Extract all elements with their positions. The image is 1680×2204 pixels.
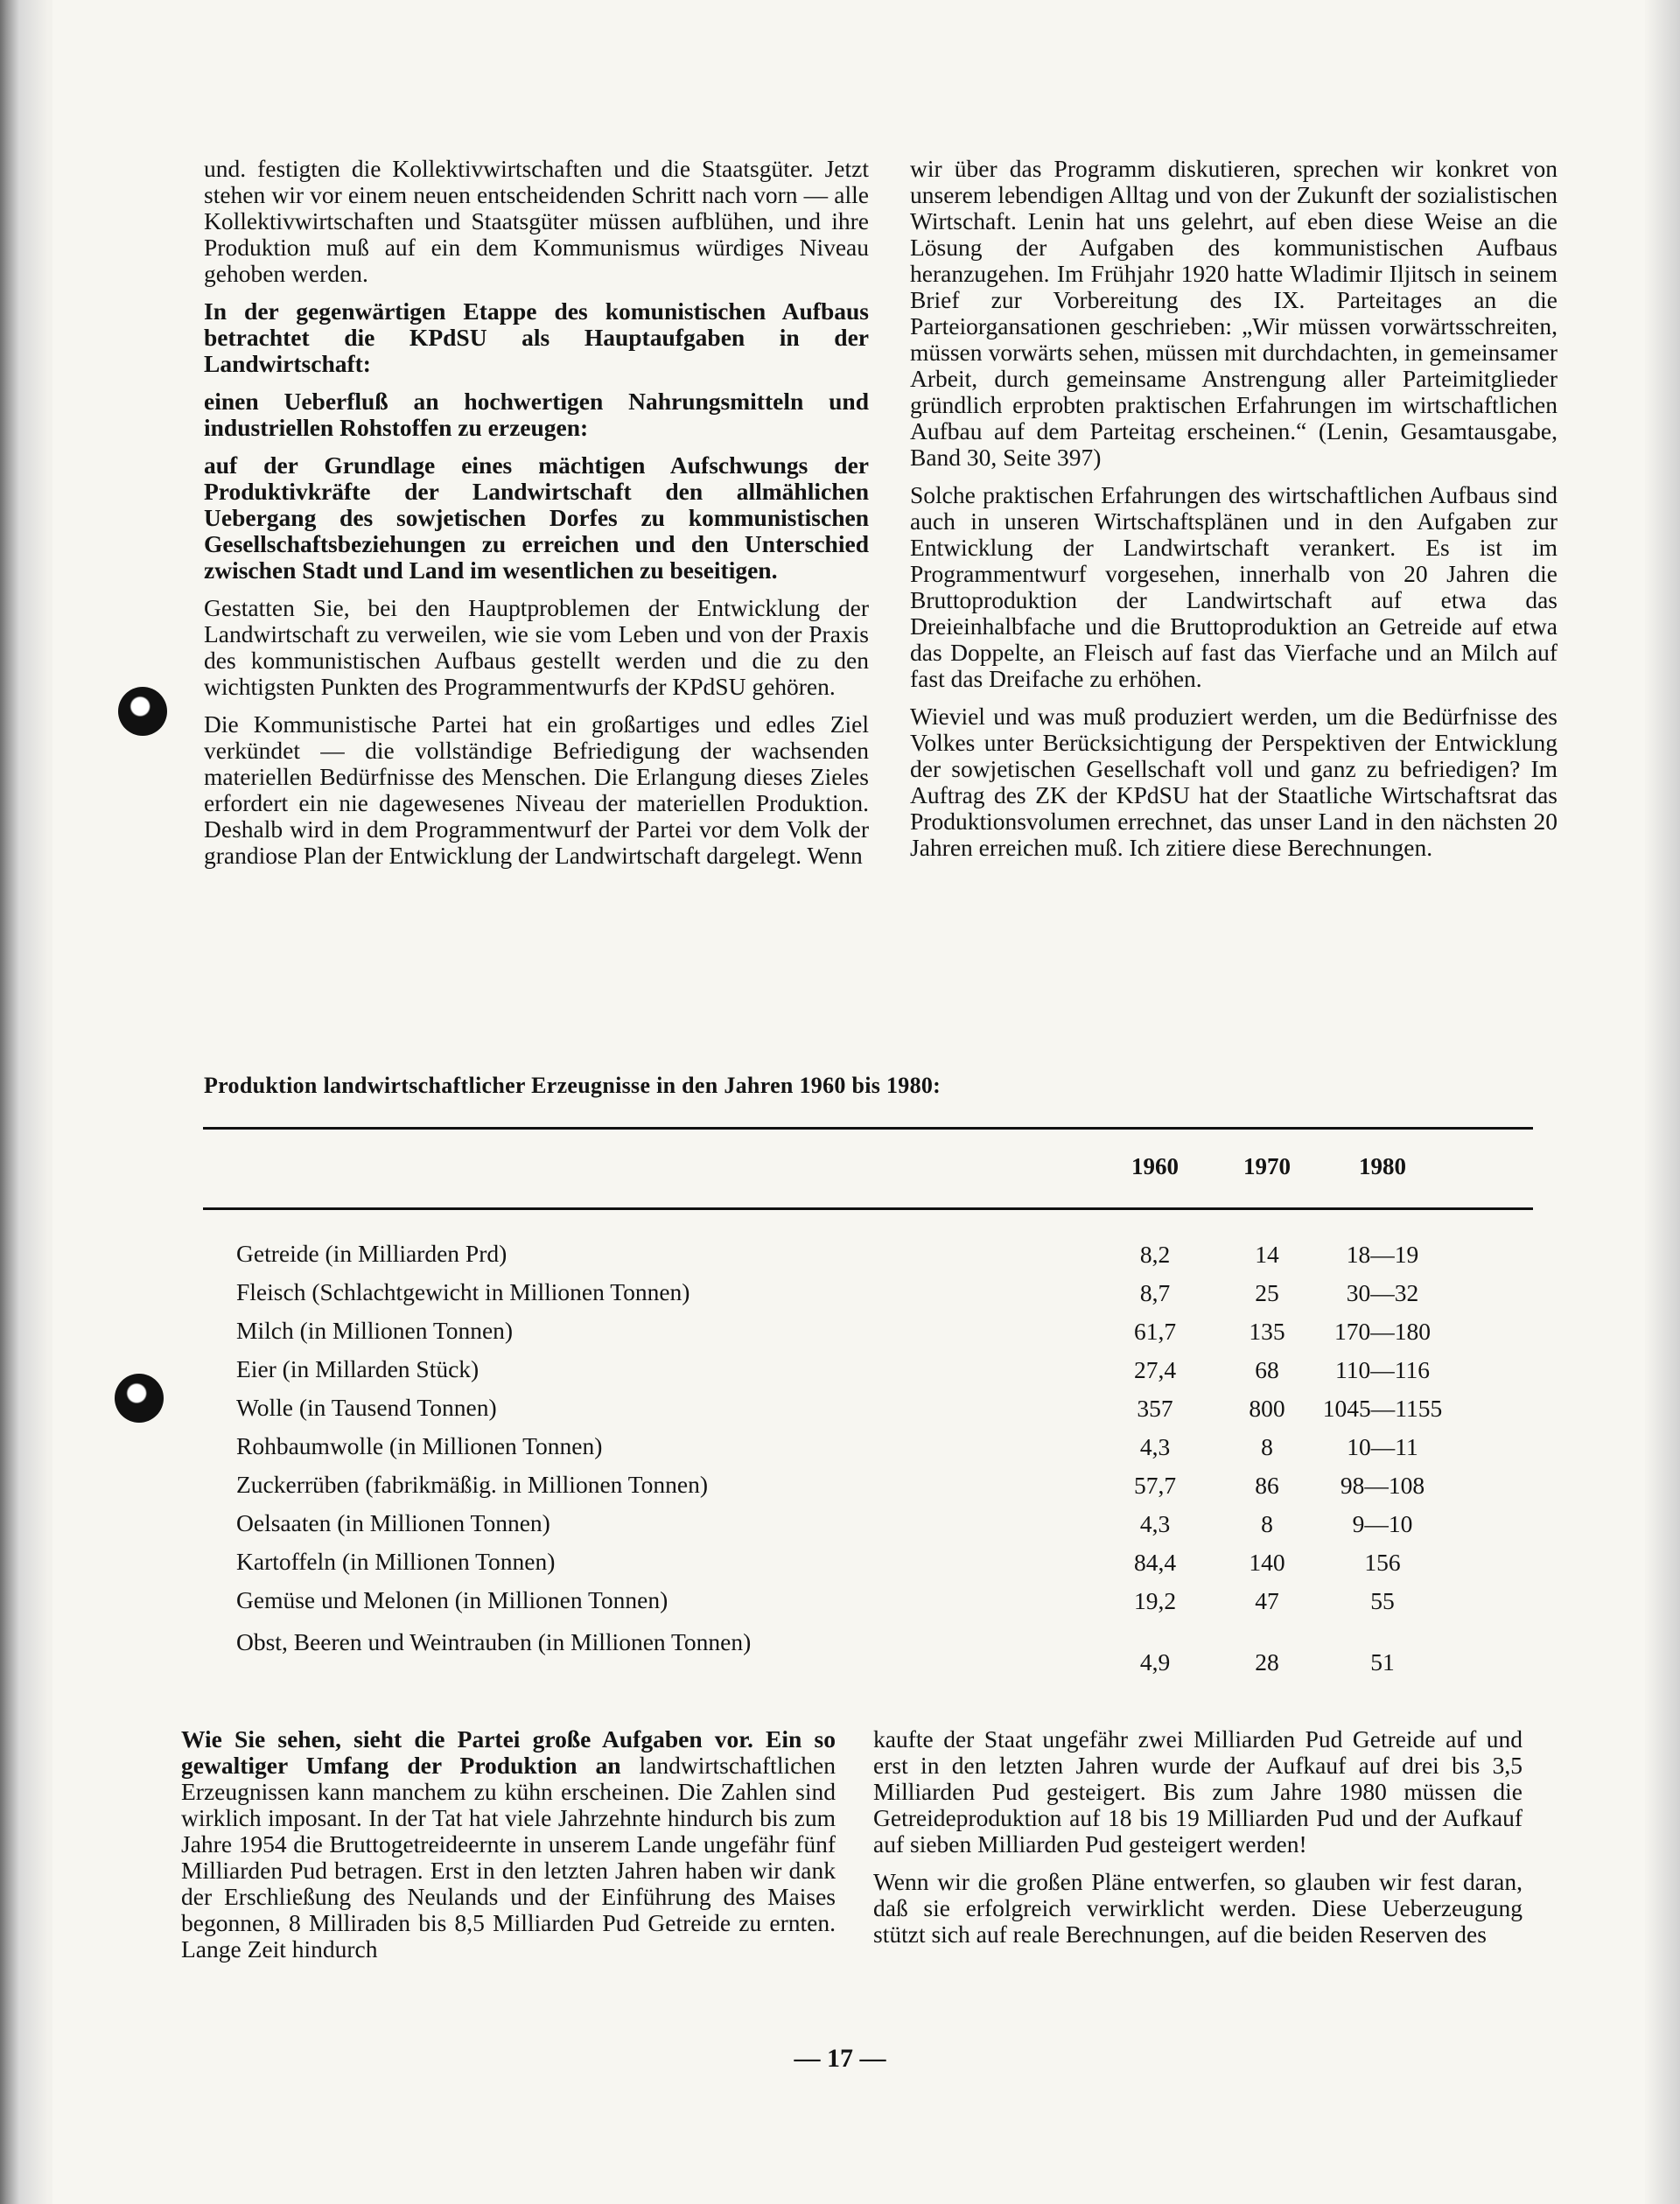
row-label: Milch (in Millionen Tonnen): [236, 1317, 514, 1344]
value-1980: 9—10: [1352, 1510, 1413, 1537]
value-1960: 4,3: [1139, 1433, 1171, 1460]
bold-lead: Wie Sie sehen, sieht die Partei große Aufgaben vor. Ein so gewaltiger Umfang der Produktion an: [181, 1725, 836, 1779]
table-header-1970: 1970: [1243, 1153, 1291, 1179]
paragraph: auf der Grundlage eines mächtigen Aufschwungs der Produktivkräfte der Landwirtschaft den allmählichen Uebergang des sowjetischen Dorfes zu kommunistischen Gesellschaftsbeziehungen zu erreichen und den Unterschied zwischen Stadt und Land im wesentlichen zu beseitigen.: [204, 451, 869, 584]
value-1960: 57,7: [1133, 1472, 1177, 1499]
value-1960: 4,3: [1139, 1510, 1171, 1537]
value-1960: 8,7: [1139, 1279, 1171, 1306]
table-row: [236, 1241, 1549, 1279]
row-label: Rohbaumwolle (in Millionen Tonnen): [236, 1432, 603, 1459]
value-1980: 18—19: [1346, 1241, 1419, 1268]
table-row: [236, 1433, 1549, 1472]
value-1980: 30—32: [1346, 1279, 1419, 1306]
table-row: [236, 1549, 1549, 1587]
value-1980: 10—11: [1347, 1433, 1418, 1460]
bottom-left-column: [181, 1726, 836, 1974]
table-row: [236, 1279, 1549, 1318]
punch-hole-top: [118, 687, 167, 736]
value-1960: 8,2: [1139, 1241, 1171, 1268]
row-label: Fleisch (Schlachtgewicht in Millionen Tonnen): [236, 1278, 690, 1305]
row-label: Eier (in Millarden Stück): [236, 1355, 480, 1382]
value-1970: 86: [1255, 1472, 1279, 1499]
paragraph-rest: landwirtschaftlichen Erzeugnissen kann manchem zu kühn erscheinen. Die Zahlen sind wirklich imposant. In der Tat hat viele Jahrzehnte hindurch bis zum Jahre 1954 die Bruttogetreideernte in unserem Lande ungefähr fünf Milliarden Pud betragen. Erst in den letzten Jahren haben wir dank der Erschließung des Neulands und der Einführung des Maises begonnen, 8 Milliraden bis 8,5 Milliarden Pud Getreide zu ernten. Lange Zeit hindurch: [181, 1752, 836, 1963]
value-1970: 14: [1255, 1241, 1279, 1268]
paragraph: Wenn wir die großen Pläne entwerfen, so glauben wir fest daran, daß sie erfolgreich verwirklicht werden. Diese Ueberzeugung stützt sich auf reale Berechnungen, auf die beiden Reserven des: [873, 1868, 1522, 1948]
table-row: [236, 1587, 1549, 1626]
paragraph: Gestatten Sie, bei den Hauptproblemen der Entwicklung der Landwirtschaft zu verweilen, wie sie vom Leben und von der Praxis des kommunistischen Aufbaus gestellt werden und die zu den wichtigsten Punkten des Programmentwurfs der KPdSU gehören.: [204, 594, 869, 700]
table-rule-header: [203, 1207, 1533, 1210]
paragraph: und. festigten die Kollektivwirtschaften und die Staatsgüter. Jetzt stehen wir vor einem neuen entscheidenden Schritt nach vorn — alle Kollektivwirtschaften und Staatsgüter müssen aufblühen, und ihre Produktion muß auf ein dem Kommunismus würdiges Niveau gehoben werden.: [204, 155, 869, 287]
value-1970: 25: [1255, 1279, 1279, 1306]
bottom-right-column: [873, 1726, 1522, 1959]
table-row: [236, 1510, 1549, 1549]
table-row: [236, 1356, 1549, 1395]
page-number: — 17 —: [794, 2044, 886, 2073]
value-1970: 140: [1249, 1549, 1285, 1576]
row-label: Kartoffeln (in Millionen Tonnen): [236, 1548, 556, 1575]
row-label: Getreide (in Milliarden Prd): [236, 1240, 508, 1267]
row-label: Gemüse und Melonen (in Millionen Tonnen): [236, 1586, 668, 1613]
value-1980: 98—108: [1340, 1472, 1425, 1499]
paragraph: Die Kommunistische Partei hat ein großartiges und edles Ziel verkündet — die vollständige Befriedigung der wachsenden materiellen Bedürfnisse des Menschen. Die Erlangung dieses Zieles erfordert ein nie dagewesenes Niveau der materiellen Produktion. Deshalb wird in dem Programmentwurf der Partei vor dem Volk der grandiose Plan der Entwicklung der Landwirtschaft dargelegt. Wenn: [204, 710, 869, 869]
table-row: [236, 1629, 1549, 1685]
value-1980: 156: [1364, 1549, 1401, 1576]
paragraph: In der gegenwärtigen Etappe des komunistischen Aufbaus betrachtet die KPdSU als Hauptaufgaben in der Landwirtschaft:: [204, 297, 869, 377]
value-1970: 135: [1249, 1318, 1285, 1345]
table-row: [236, 1395, 1549, 1433]
scan-edge-right: [1645, 0, 1680, 2204]
value-1970: 8: [1261, 1433, 1273, 1460]
table-header-1960: 1960: [1131, 1153, 1179, 1179]
value-1980: 55: [1370, 1587, 1395, 1614]
value-1970: 47: [1255, 1587, 1279, 1614]
value-1980: 170—180: [1334, 1318, 1431, 1345]
value-1960: 27,4: [1133, 1356, 1177, 1383]
value-1960: 61,7: [1133, 1318, 1177, 1345]
paragraph: [181, 1726, 836, 1963]
value-1980: 110—116: [1335, 1356, 1430, 1383]
table-row: [236, 1318, 1549, 1356]
paragraph: Wieviel und was muß produziert werden, um die Bedürfnisse des Volkes unter Berücksichtigung der Perspektiven der Entwicklung der sowjetischen Gesellschaft voll und ganz zu befriedigen? Im Auftrag des ZK der KPdSU hat der Staatliche Wirtschaftsrat das Produktionsvolumen errechnet, das unser Land in den nächsten 20 Jahren erreichen muß. Ich zitiere diese Berechnungen.: [910, 703, 1558, 861]
value-1970: 28: [1255, 1648, 1279, 1676]
table-title: Produktion landwirtschaftlicher Erzeugnisse in den Jahren 1960 bis 1980:: [204, 1073, 942, 1098]
top-left-column: [204, 156, 869, 880]
paragraph: einen Ueberfluß an hochwertigen Nahrungsmitteln und industriellen Rohstoffen zu erzeugen:: [204, 388, 869, 441]
value-1980: 1045—1155: [1322, 1395, 1443, 1422]
row-label: Obst, Beeren und Weintrauben (in Millionen Tonnen): [236, 1628, 752, 1655]
row-label: Zuckerrüben (fabrikmäßig. in Millionen Tonnen): [236, 1471, 709, 1498]
value-1960: 357: [1137, 1395, 1173, 1422]
value-1980: 51: [1370, 1648, 1395, 1676]
table-rule-top: [203, 1127, 1533, 1130]
paragraph: wir über das Programm diskutieren, sprechen wir konkret von unserem lebendigen Alltag und von der Zukunft der sozialistischen Wirtschaft. Lenin hat uns gelehrt, auf eben diese Weise an die Lösung der Aufgaben des kommunistischen Aufbaus heranzugehen. Im Frühjahr 1920 hatte Wladimir Iljitsch in seinem Brief zur Vorbereitung des IX. Parteitages an die Parteiorgansationen geschrieben: „Wir müssen vorwärtsschreiten, müssen vorwärts sehen, müssen mit durchdachten, in gemeinsamer Arbeit, durch gemeinsame Anstrengung aller Parteimitglieder gründlich erprobten praktischen Erfahrungen im wirtschaftlichen Aufbau auf dem Parteitag erscheinen.“ (Lenin, Gesamtausgabe, Band 30, Seite 397): [910, 155, 1558, 471]
table-header-1980: 1980: [1359, 1153, 1406, 1179]
value-1960: 84,4: [1133, 1549, 1177, 1576]
paragraph: kaufte der Staat ungefähr zwei Milliarden Pud Getreide auf und erst in den letzten Jahren wurde der Aufkauf auf drei bis 3,5 Milliarden Pud gesteigert. Bis zum Jahre 1980 müssen die Getreideproduktion auf 18 bis 19 Milliarden Pud und der Aufkauf auf sieben Milliarden Pud gesteigert werden!: [873, 1725, 1522, 1858]
value-1970: 68: [1255, 1356, 1279, 1383]
value-1960: 19,2: [1133, 1587, 1177, 1614]
value-1960: 4,9: [1139, 1648, 1171, 1676]
row-label: Oelsaaten (in Millionen Tonnen): [236, 1509, 550, 1536]
paragraph: Solche praktischen Erfahrungen des wirtschaftlichen Aufbaus sind auch in unseren Wirtschaftsplänen und in den Aufgaben zur Entwicklung der Landwirtschaft verankert. Es ist im Programmentwurf vorgesehen, innerhalb von 20 Jahren die Bruttoproduktion der Landwirtschaft auf etwa das Dreieinhalbfache und die Bruttoproduktion an Getreide auf etwa das Doppelte, an Fleisch auf fast das Vierfache und an Milch auf fast das Dreifache zu erhöhen.: [910, 481, 1558, 692]
scan-edge-left: [0, 0, 52, 2204]
punch-hole-bottom: [115, 1374, 164, 1423]
table-row: [236, 1472, 1549, 1510]
row-label: Wolle (in Tausend Tonnen): [236, 1394, 497, 1421]
top-right-column: [910, 156, 1558, 872]
value-1970: 800: [1249, 1395, 1285, 1422]
value-1970: 8: [1261, 1510, 1273, 1537]
